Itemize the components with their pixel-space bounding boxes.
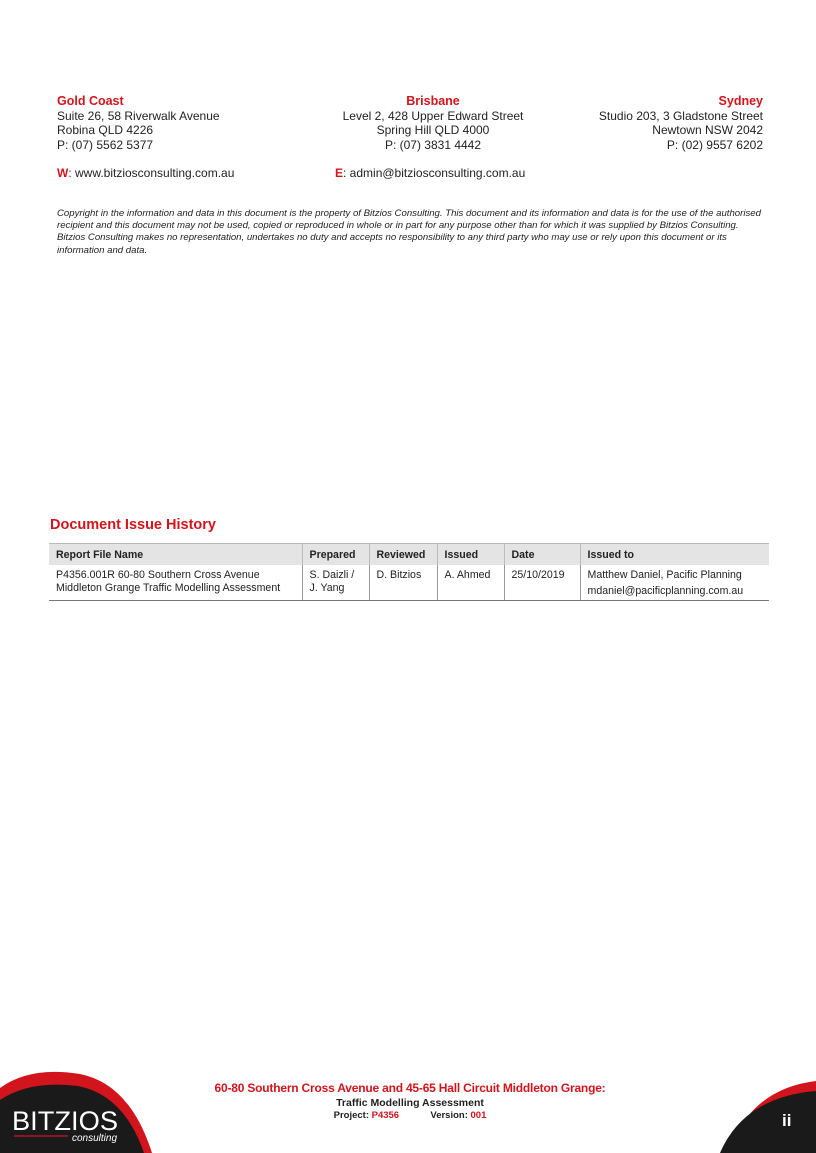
logo-subtext: consulting: [72, 1133, 118, 1144]
issue-history-table: [49, 543, 769, 601]
issued-to-cell: [580, 565, 769, 601]
prepared-line: J. Yang: [309, 581, 345, 594]
email-contact: [335, 166, 525, 180]
office-city: Sydney: [718, 94, 763, 108]
column-header: Date: [504, 544, 580, 566]
office-phone: P: (07) 3831 4442: [384, 137, 482, 152]
office-suburb: Spring Hill QLD 4000: [376, 123, 490, 137]
footer-title: 60-80 Southern Cross Avenue and 45-65 Hall Circuit Middleton Grange:: [214, 1081, 606, 1095]
footer-subtitle: Traffic Modelling Assessment: [336, 1097, 484, 1109]
office-phone: P: (02) 9557 6202: [666, 137, 763, 152]
office-city: Gold Coast: [57, 94, 124, 108]
footer: [180, 1081, 640, 1121]
project-number: P4356: [371, 1110, 400, 1121]
file-name-line: Middleton Grange Traffic Modelling Assessment: [56, 581, 281, 594]
logo-wordmark: BITZIOS: [12, 1106, 118, 1136]
issued-to-name: Matthew Daniel, Pacific Planning: [587, 569, 742, 581]
office-suburb: Robina QLD 4226: [57, 123, 154, 137]
column-header: Reviewed: [369, 544, 437, 566]
issued-to-email: mdaniel@pacificplanning.com.au: [587, 584, 744, 597]
report-file-name-cell: [49, 565, 302, 601]
date-cell: 25/10/2019: [504, 565, 580, 601]
issued-cell: A. Ahmed: [437, 565, 504, 601]
file-name-line: P4356.001R 60-80 Southern Cross Avenue: [56, 569, 260, 581]
email-link[interactable]: : admin@bitziosconsulting.com.au: [343, 166, 526, 180]
column-header: Prepared: [302, 544, 369, 566]
web-label: W: [57, 166, 69, 180]
column-header: Issued to: [580, 544, 769, 566]
website-contact: [57, 166, 234, 180]
office-sydney: [599, 94, 763, 152]
version-label: Version:: [430, 1110, 471, 1121]
column-header: Report File Name: [49, 544, 302, 566]
page-number-badge: [720, 1081, 816, 1153]
reviewed-cell: D. Bitzios: [369, 565, 437, 601]
office-suburb: Newtown NSW 2042: [652, 123, 763, 137]
page-number: ii: [782, 1111, 792, 1130]
copyright-notice: Copyright in the information and data in this document is the property of Bitzios Consulting. This document and its information and data is for the use of the authorised recipient and this document may not be used, copied or reproduced in whole or in part for any purpose other than for which it was supplied by Bitzios Consulting. Bitzios Consulting makes no representation, undertakes no duty and accepts no responsibility to any third party who may use or rely upon this document or its information and data.: [57, 208, 761, 256]
prepared-line: S. Daizli /: [309, 569, 355, 581]
project-label: Project:: [333, 1110, 372, 1121]
footer-project-version: [180, 1110, 640, 1121]
office-address: Level 2, 428 Upper Edward Street: [342, 108, 524, 123]
prepared-cell: [302, 565, 369, 601]
office-brisbane: [330, 94, 536, 152]
version-number: 001: [470, 1110, 487, 1121]
section-title: Document Issue History: [50, 517, 216, 533]
table-row: [49, 565, 769, 601]
office-address: Suite 26, 58 Riverwalk Avenue: [57, 108, 220, 123]
office-city: Brisbane: [406, 94, 460, 108]
office-gold-coast: [57, 94, 220, 152]
column-header: Issued: [437, 544, 504, 566]
bitzios-logo: [0, 1068, 160, 1153]
table-header-row: [49, 544, 769, 566]
office-phone: P: (07) 5562 5377: [57, 137, 154, 152]
office-address: Studio 203, 3 Gladstone Street: [598, 108, 763, 123]
email-label: E: [335, 166, 344, 180]
website-link[interactable]: : www.bitziosconsulting.com.au: [68, 166, 235, 180]
